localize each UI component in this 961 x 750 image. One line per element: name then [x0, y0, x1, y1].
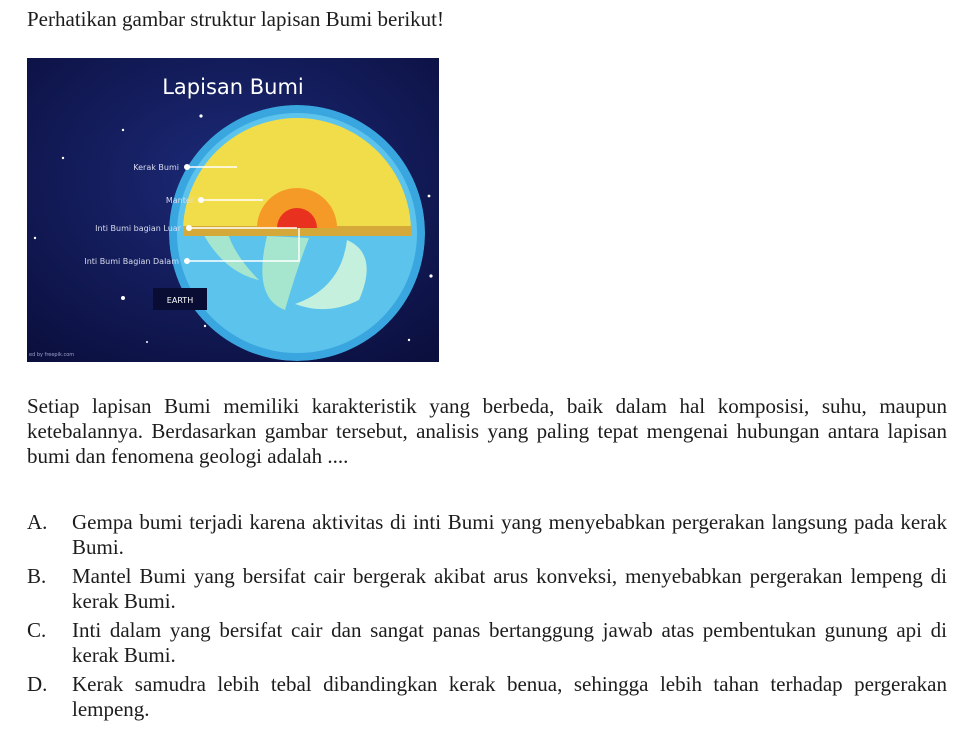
option-a-letter: A. [27, 510, 48, 534]
image-credit: ed by freepik.com [29, 352, 75, 358]
label-crust: Kerak Bumi [133, 163, 179, 172]
option-d-letter: D. [27, 672, 48, 696]
option-b[interactable] [27, 564, 947, 614]
option-b-text: Mantel Bumi yang bersifat cair bergerak akibat arus konveksi, menyebabkan pergerakan lempeng di kerak Bumi. [72, 564, 947, 613]
question-intro: Perhatikan gambar struktur lapisan Bumi berikut! [27, 7, 444, 31]
earth-layers-figure [27, 58, 439, 362]
answer-options [27, 510, 947, 726]
option-c-text: Inti dalam yang bersifat cair dan sangat panas bertanggung jawab atas pembentukan gunung api di kerak Bumi. [72, 618, 947, 667]
option-d[interactable] [27, 672, 947, 722]
label-mantle: Mantel [165, 196, 193, 205]
earth-tag: EARTH [166, 296, 194, 305]
option-c[interactable] [27, 618, 947, 668]
option-b-letter: B. [27, 564, 47, 588]
label-outer-core: Inti Bumi bagian Luar [95, 224, 181, 233]
option-a-text: Gempa bumi terjadi karena aktivitas di inti Bumi yang menyebabkan pergerakan langsung pada kerak Bumi. [72, 510, 947, 559]
option-d-text: Kerak samudra lebih tebal dibandingkan kerak benua, sehingga lebih tahan terhadap pergerakan lempeng. [72, 672, 947, 721]
figure-title: Lapisan Bumi [162, 75, 304, 99]
label-inner-core: Inti Bumi Bagian Dalam [84, 257, 179, 266]
option-a[interactable] [27, 510, 947, 560]
question-paragraph: Setiap lapisan Bumi memiliki karakteristik yang berbeda, baik dalam hal komposisi, suhu, maupun ketebalannya. Berdasarkan gambar tersebut, analisis yang paling tepat mengenai hubungan antara lapisan bumi dan fenomena geologi adalah .... [27, 394, 947, 468]
option-c-letter: C. [27, 618, 47, 642]
